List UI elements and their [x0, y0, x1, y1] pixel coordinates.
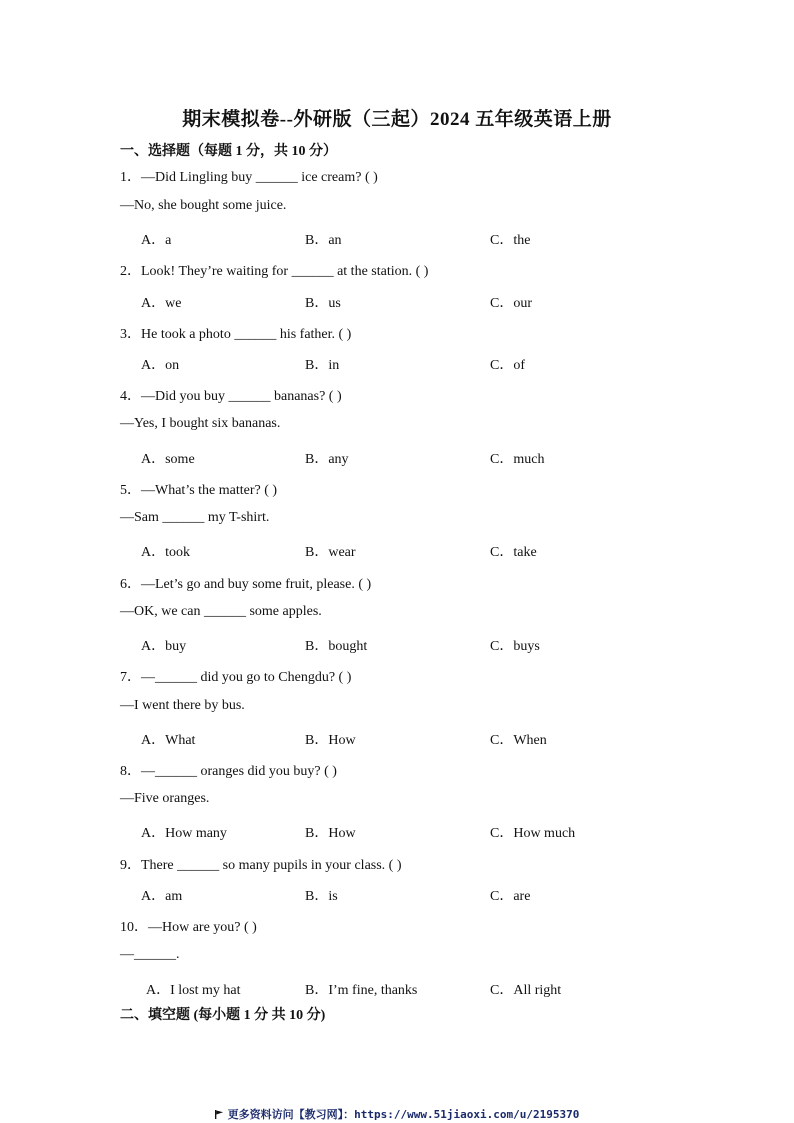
q10-option-b: B．I’m fine, thanks [305, 983, 418, 998]
question-5-dialogue: —Sam ______ my T-shirt. [120, 510, 270, 525]
q4-option-c: C．much [490, 452, 545, 467]
q8-option-a: A．How many [141, 826, 227, 841]
page-title: 期末模拟卷--外研版（三起）2024 五年级英语上册 [182, 109, 612, 130]
question-9: 9．There ______ so many pupils in your class. ( ) [120, 858, 402, 873]
q10-option-c: C．All right [490, 983, 562, 998]
q8-option-b: B．How [305, 826, 356, 841]
question-5: 5．—What’s the matter? ( ) [120, 483, 278, 498]
q3-option-b: B．in [305, 358, 340, 373]
question-8-dialogue: —Five oranges. [120, 791, 210, 806]
question-6-dialogue: —OK, we can ______ some apples. [120, 604, 322, 619]
q6-option-a: A．buy [141, 639, 187, 654]
q9-option-c: C．are [490, 889, 531, 904]
q3-option-a: A．on [141, 358, 180, 373]
footer-text: 更多资料访问【教习网】：https://www.51jiaoxi.com/u/2195370 [227, 1108, 580, 1121]
question-1-dialogue: —No, she bought some juice. [120, 198, 287, 213]
q4-option-b: B．any [305, 452, 349, 467]
question-7-dialogue: —I went there by bus. [120, 698, 245, 713]
question-4: 4．—Did you buy ______ bananas? ( ) [120, 389, 342, 404]
q6-option-c: C．buys [490, 639, 540, 654]
section-heading-fill: 二、填空题 (每小题 1 分 共 10 分) [120, 1008, 326, 1023]
question-10-dialogue: —______. [120, 947, 180, 962]
q3-option-c: C．of [490, 358, 525, 373]
question-8: 8．—______ oranges did you buy? ( ) [120, 764, 337, 779]
footer-link[interactable] [0, 1106, 794, 1122]
q9-option-a: A．am [141, 889, 183, 904]
q5-option-c: C．take [490, 545, 537, 560]
q7-option-c: C．When [490, 733, 547, 748]
q8-option-c: C．How much [490, 826, 576, 841]
q1-option-c: C．the [490, 233, 531, 248]
q7-option-a: A．What [141, 733, 196, 748]
q10-option-a: A．I lost my hat [146, 983, 241, 998]
q4-option-a: A．some [141, 452, 195, 467]
question-3: 3．He took a photo ______ his father. ( ) [120, 327, 352, 342]
q7-option-b: B．How [305, 733, 356, 748]
question-2: 2．Look! They’re waiting for ______ at the station. ( ) [120, 264, 429, 279]
q6-option-b: B．bought [305, 639, 368, 654]
q1-option-b: B．an [305, 233, 342, 248]
question-7: 7．—______ did you go to Chengdu? ( ) [120, 670, 352, 685]
question-4-dialogue: —Yes, I bought six bananas. [120, 416, 281, 431]
q2-option-c: C．our [490, 296, 532, 311]
q1-option-a: A．a [141, 233, 172, 248]
flag-icon [215, 1110, 224, 1119]
question-10: 10．—How are you? ( ) [120, 920, 257, 935]
q2-option-a: A．we [141, 296, 182, 311]
question-1: 1．—Did Lingling buy ______ ice cream? ( ) [120, 170, 378, 185]
q5-option-a: A．took [141, 545, 190, 560]
q9-option-b: B．is [305, 889, 338, 904]
section-heading-choice: 一、选择题（每题 1 分，共 10 分） [120, 144, 337, 159]
q5-option-b: B．wear [305, 545, 356, 560]
question-6: 6．—Let’s go and buy some fruit, please. ( ) [120, 577, 372, 592]
q2-option-b: B．us [305, 296, 341, 311]
